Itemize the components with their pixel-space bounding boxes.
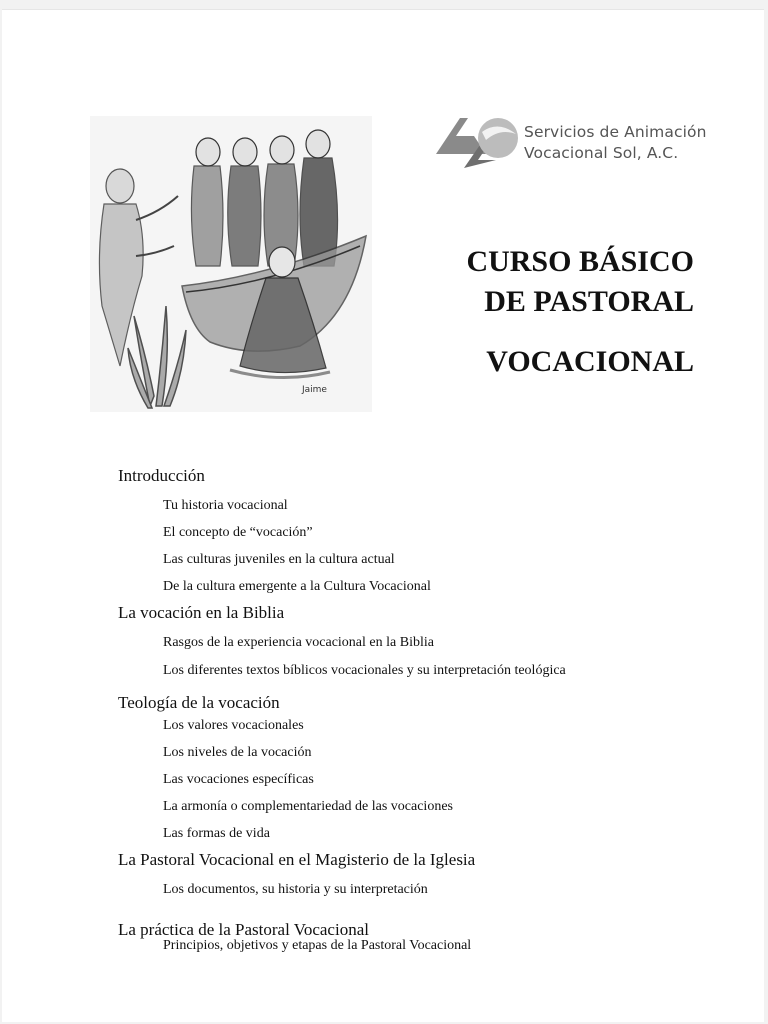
toc-section-practica: La práctica de la Pastoral Vocacional <box>118 920 369 939</box>
toc-section-introduccion: Introducción <box>118 466 205 485</box>
illustration-signature: Jaime <box>302 385 327 395</box>
logo-line-2: Vocacional Sol, A.C. <box>524 144 679 162</box>
toc-section-biblia: La vocación en la Biblia <box>118 603 285 622</box>
toc-item: Rasgos de la experiencia vocacional en la Biblia <box>163 635 434 650</box>
logo-line-1: Servicios de Animación <box>524 123 707 141</box>
toc-item: Los valores vocacionales <box>163 718 304 733</box>
toc-item: Las formas de vida <box>163 826 270 841</box>
organization-logo <box>434 110 734 180</box>
document-page <box>2 9 764 1022</box>
title-line-1: CURSO BÁSICO <box>466 245 694 278</box>
toc-item: El concepto de “vocación” <box>163 525 313 540</box>
title-line-2: DE PASTORAL <box>484 285 694 318</box>
logo-text <box>524 122 707 164</box>
toc-item: De la cultura emergente a la Cultura Vocacional <box>163 579 431 594</box>
sol-logo-icon <box>434 114 522 172</box>
toc-section-teologia: Teología de la vocación <box>118 693 280 712</box>
toc-item: Las vocaciones específicas <box>163 772 314 787</box>
toc-item: Tu historia vocacional <box>163 498 288 513</box>
toc-section-magisterio: La Pastoral Vocacional en el Magisterio de la Iglesia <box>118 850 476 869</box>
toc-item: Principios, objetivos y etapas de la Pastoral Vocacional <box>163 938 472 953</box>
toc-item: La armonía o complementariedad de las vocaciones <box>163 799 453 814</box>
title-line-3: VOCACIONAL <box>486 345 694 378</box>
toc-item: Los documentos, su historia y su interpretación <box>163 882 428 897</box>
toc-item: Los niveles de la vocación <box>163 745 312 760</box>
watercolor-figures-boat-icon <box>90 116 372 412</box>
toc-item: Las culturas juveniles en la cultura actual <box>163 552 395 567</box>
toc-item: Los diferentes textos bíblicos vocacionales y su interpretación teológica <box>163 663 566 678</box>
document-title <box>466 242 694 382</box>
